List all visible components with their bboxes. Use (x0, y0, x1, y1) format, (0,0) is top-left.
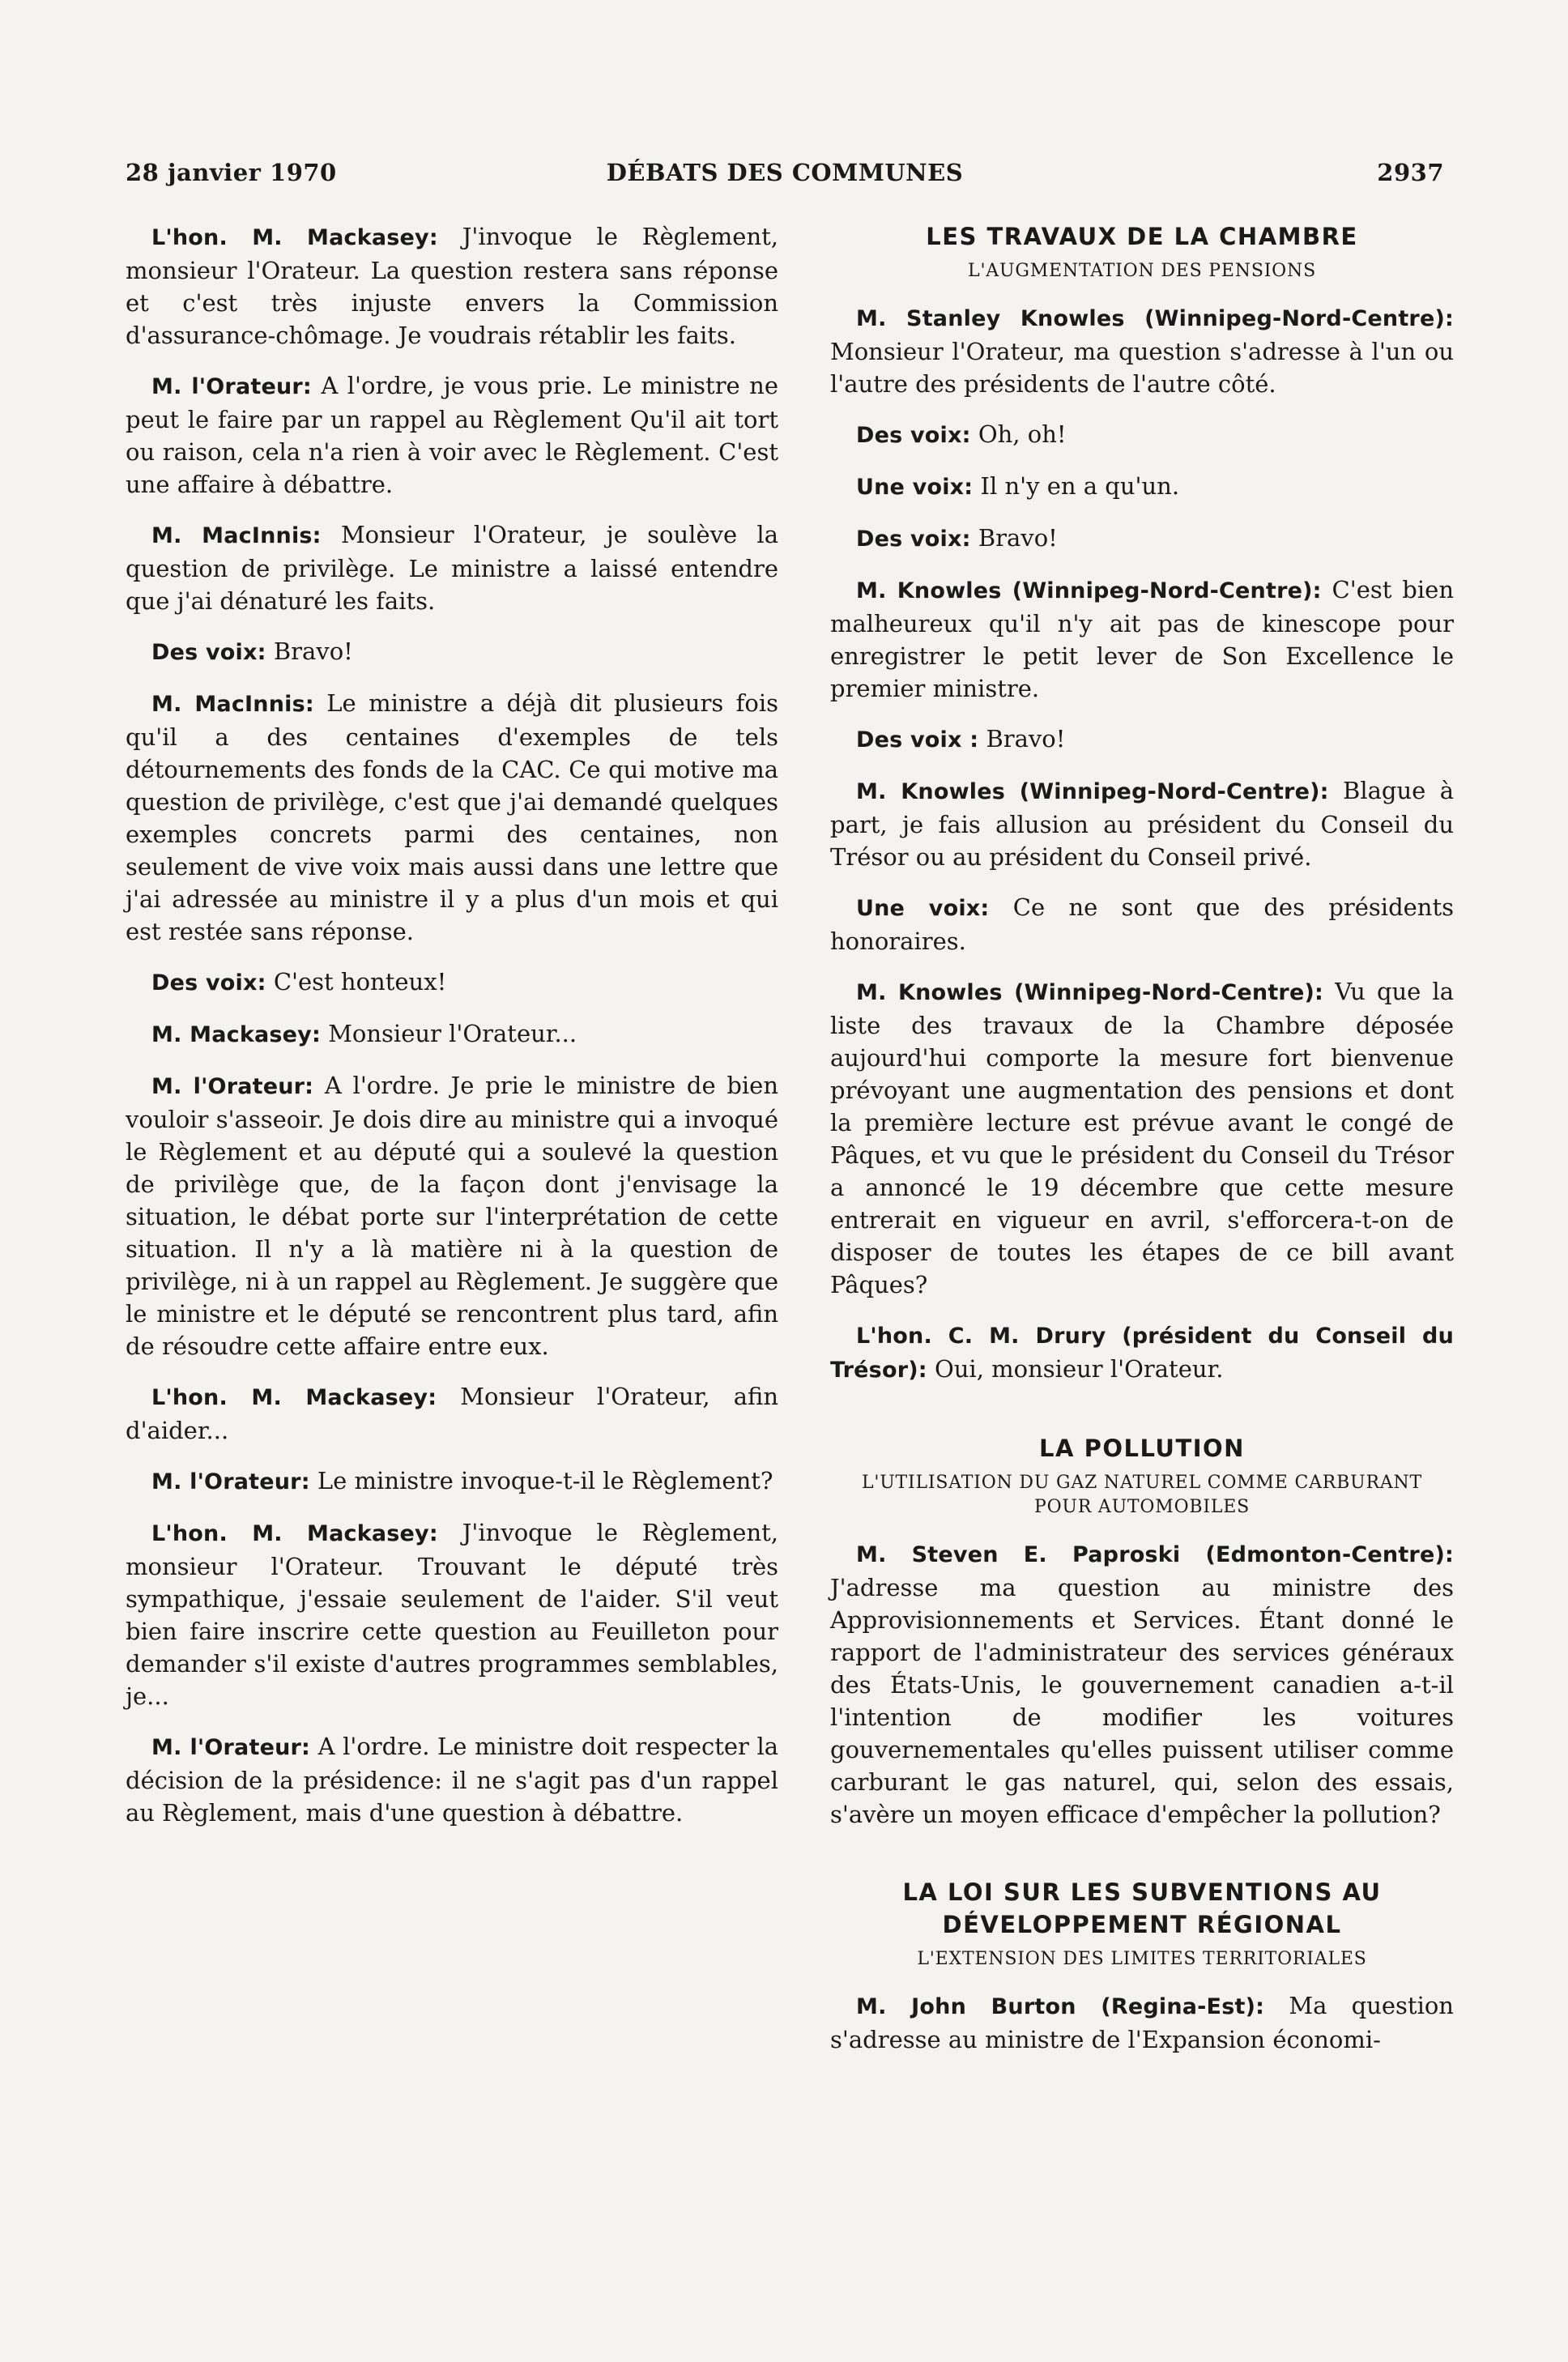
paragraph (126, 1730, 778, 1829)
section-heading-pollution: LA POLLUTION (1039, 1435, 1245, 1462)
paragraph (830, 522, 1454, 556)
speech: Oui, monsieur l'Orateur. (934, 1355, 1224, 1383)
speech: Oh, oh! (978, 420, 1067, 448)
speaker: M. Knowles (Winnipeg-Nord-Centre): (856, 578, 1322, 603)
paragraph (830, 470, 1454, 504)
speaker: Des voix: (151, 640, 266, 665)
paragraph (126, 687, 778, 948)
speaker: M. Stanley Knowles (Winnipeg-Nord-Centre): (856, 306, 1454, 331)
paragraph (126, 1380, 778, 1447)
right-column (830, 220, 1454, 2074)
paragraph (126, 1017, 778, 1051)
paragraph (830, 891, 1454, 957)
speaker: M. Knowles (Winnipeg-Nord-Centre): (856, 779, 1329, 804)
speech: Bravo! (273, 637, 353, 665)
paragraph (126, 966, 778, 1000)
section-gap (830, 1848, 1454, 1876)
section-heading-travaux: LES TRAVAUX DE LA CHAMBRE (926, 223, 1358, 250)
speech: Bravo! (986, 725, 1066, 753)
paragraph (830, 573, 1454, 705)
paragraph (830, 418, 1454, 452)
left-column (126, 220, 778, 1847)
speaker: Des voix: (856, 423, 971, 448)
speech: A l'ordre, je vous prie. Le ministre ne peut le faire par un rappel au Règlement Qu'il ait tort ou raison, cela n'a rien à voir avec le Règlement. C'est une affaire à débattre. (126, 372, 778, 498)
paragraph (830, 975, 1454, 1301)
paragraph (830, 774, 1454, 873)
paragraph (126, 369, 778, 501)
speech: Il n'y en a qu'un. (980, 472, 1180, 500)
speaker: M. l'Orateur: (151, 1735, 311, 1760)
page-number: 2937 (1377, 159, 1444, 186)
speech: Le ministre invoque-t-il le Règlement? (317, 1467, 773, 1494)
section-gap (830, 1405, 1454, 1432)
speech: A l'ordre. Le ministre doit respecter la décision de la présidence: il ne s'agit pas d'un rappel au Règlement, mais d'une question à débattre. (126, 1733, 779, 1827)
paragraph (126, 1069, 778, 1362)
speech: Vu que la liste des travaux de la Chambre déposée aujourd'hui comporte la mesure fort bienvenue prévoyant une augmentation des pensions et dont la première lecture est prévue avant le congé de Pâques, et vu que le président du Conseil du Trésor a annoncé le 19 décembre que cette mesure entrerait en vigueur en avril, s'efforcera-t-on de disposer de toutes les étapes de ce bill avant Pâques? (830, 978, 1455, 1298)
section-heading-subventions: LA LOI SUR LES SUBVENTIONS AU DÉVELOPPEMENT RÉGIONAL (902, 1878, 1382, 1938)
speaker: L'hon. M. Mackasey: (151, 1385, 437, 1410)
header-date: 28 janvier 1970 (126, 159, 337, 186)
speech: A l'ordre. Je prie le ministre de bien vouloir s'asseoir. Je dois dire au ministre qui a invoqué le Règlement et au député qui a soulevé la question de privilège que, de la façon dont j'envisage la situation, le débat porte sur l'interprétation de cette situation. Il n'y a là matière ni à la question de privilège, ni à un rappel au Règlement. Je suggère que le ministre et le député se rencontrent plus tard, afin de résoudre cette affaire entre eux. (126, 1072, 778, 1360)
speaker: Des voix: (856, 527, 971, 552)
paragraph (126, 518, 778, 617)
speech: Ce ne sont que des présidents honoraires. (830, 893, 1455, 955)
speaker: L'hon. C. M. Drury (président du Conseil du Trésor): (830, 1324, 1454, 1383)
speech: J'invoque le Règlement, monsieur l'Orateur. La question restera sans réponse et c'est très injuste envers la Commission d'assurance-chômage. Je voudrais rétablir les faits. (126, 223, 778, 349)
paragraph (830, 1989, 1454, 2056)
paragraph (126, 220, 778, 352)
speech: Monsieur l'Orateur, afin d'aider... (126, 1383, 779, 1444)
speaker: M. MacInnis: (151, 692, 314, 717)
speaker: M. Steven E. Paproski (Edmonton-Centre): (856, 1542, 1454, 1567)
subheading-limites: L'EXTENSION DES LIMITES TERRITORIALES (917, 1949, 1367, 1969)
speaker: M. MacInnis: (151, 523, 322, 548)
speaker: M. John Burton (Regina-Est): (856, 1994, 1265, 2019)
subheading-pensions: L'AUGMENTATION DES PENSIONS (968, 261, 1316, 281)
paragraph (126, 1465, 778, 1499)
speech: J'invoque le Règlement, monsieur l'Orateur. Trouvant le député très sympathique, j'essaie seulement de l'aider. S'il veut bien faire inscrire cette question au Feuilleton pour demander s'il existe d'autres programmes semblables, je... (126, 1519, 778, 1710)
speaker: Une voix: (856, 896, 990, 921)
speech: Blague à part, je fais allusion au président du Conseil du Trésor ou au président du Conseil privé. (830, 777, 1454, 871)
paragraph (830, 1319, 1454, 1387)
paragraph (126, 1516, 778, 1712)
speaker: L'hon. M. Mackasey: (151, 1521, 438, 1546)
speech: Le ministre a déjà dit plusieurs fois qu'il a des centaines d'exemples de tels détournements des fonds de la CAC. Ce qui motive ma question de privilège, c'est que j'ai demandé quelques exemples concrets parmi des centaines, non seulement de vive voix mais aussi dans une lettre que j'ai adressée au ministre il y a plus d'un mois et qui est restée sans réponse. (126, 689, 778, 945)
speech: Monsieur l'Orateur, je soulève la question de privilège. Le ministre a laissé entendre que j'ai dénaturé les faits. (126, 521, 778, 615)
speaker: Des voix: (151, 970, 266, 996)
speaker: M. l'Orateur: (151, 1469, 310, 1494)
paragraph (830, 723, 1454, 757)
speech: Ma question s'adresse au ministre de l'Expansion économi- (830, 1992, 1454, 2053)
speech: Bravo! (978, 524, 1058, 552)
speech: Monsieur l'Orateur, ma question s'adresse à l'un ou l'autre des présidents de l'autre côté. (830, 338, 1454, 398)
speaker: Des voix : (856, 727, 979, 753)
speaker: M. l'Orateur: (151, 374, 312, 399)
speech: Monsieur l'Orateur... (328, 1020, 577, 1047)
speaker: M. l'Orateur: (151, 1074, 314, 1099)
subheading-gaz-naturel: L'UTILISATION DU GAZ NATUREL COMME CARBURANT POUR AUTOMOBILES (861, 1473, 1423, 1517)
paragraph (126, 635, 778, 669)
speaker: M. Knowles (Winnipeg-Nord-Centre): (856, 980, 1323, 1005)
speaker: L'hon. M. Mackasey: (151, 225, 438, 250)
paragraph (830, 301, 1454, 400)
speech: C'est bien malheureux qu'il n'y ait pas de kinescope pour enregistrer le petit lever de Son Excellence le premier ministre. (830, 576, 1454, 702)
running-header (126, 159, 1444, 199)
speech: J'adresse ma question au ministre des Approvisionnements et Services. Étant donné le rapport de l'administrateur des services généraux des États-Unis, le gouvernement canadien a-t-il l'intention de modifier les voitures gouvernementales qu'elles puissent utiliser comme carburant le gas naturel, qui, selon des essais, s'avère un moyen efficace d'empêcher la pollution? (830, 1574, 1454, 1828)
paragraph (830, 1537, 1454, 1831)
speaker: Une voix: (856, 475, 974, 500)
speaker: M. Mackasey: (151, 1022, 321, 1047)
speech: C'est honteux! (273, 968, 447, 996)
header-title: DÉBATS DES COMMUNES (606, 159, 964, 186)
